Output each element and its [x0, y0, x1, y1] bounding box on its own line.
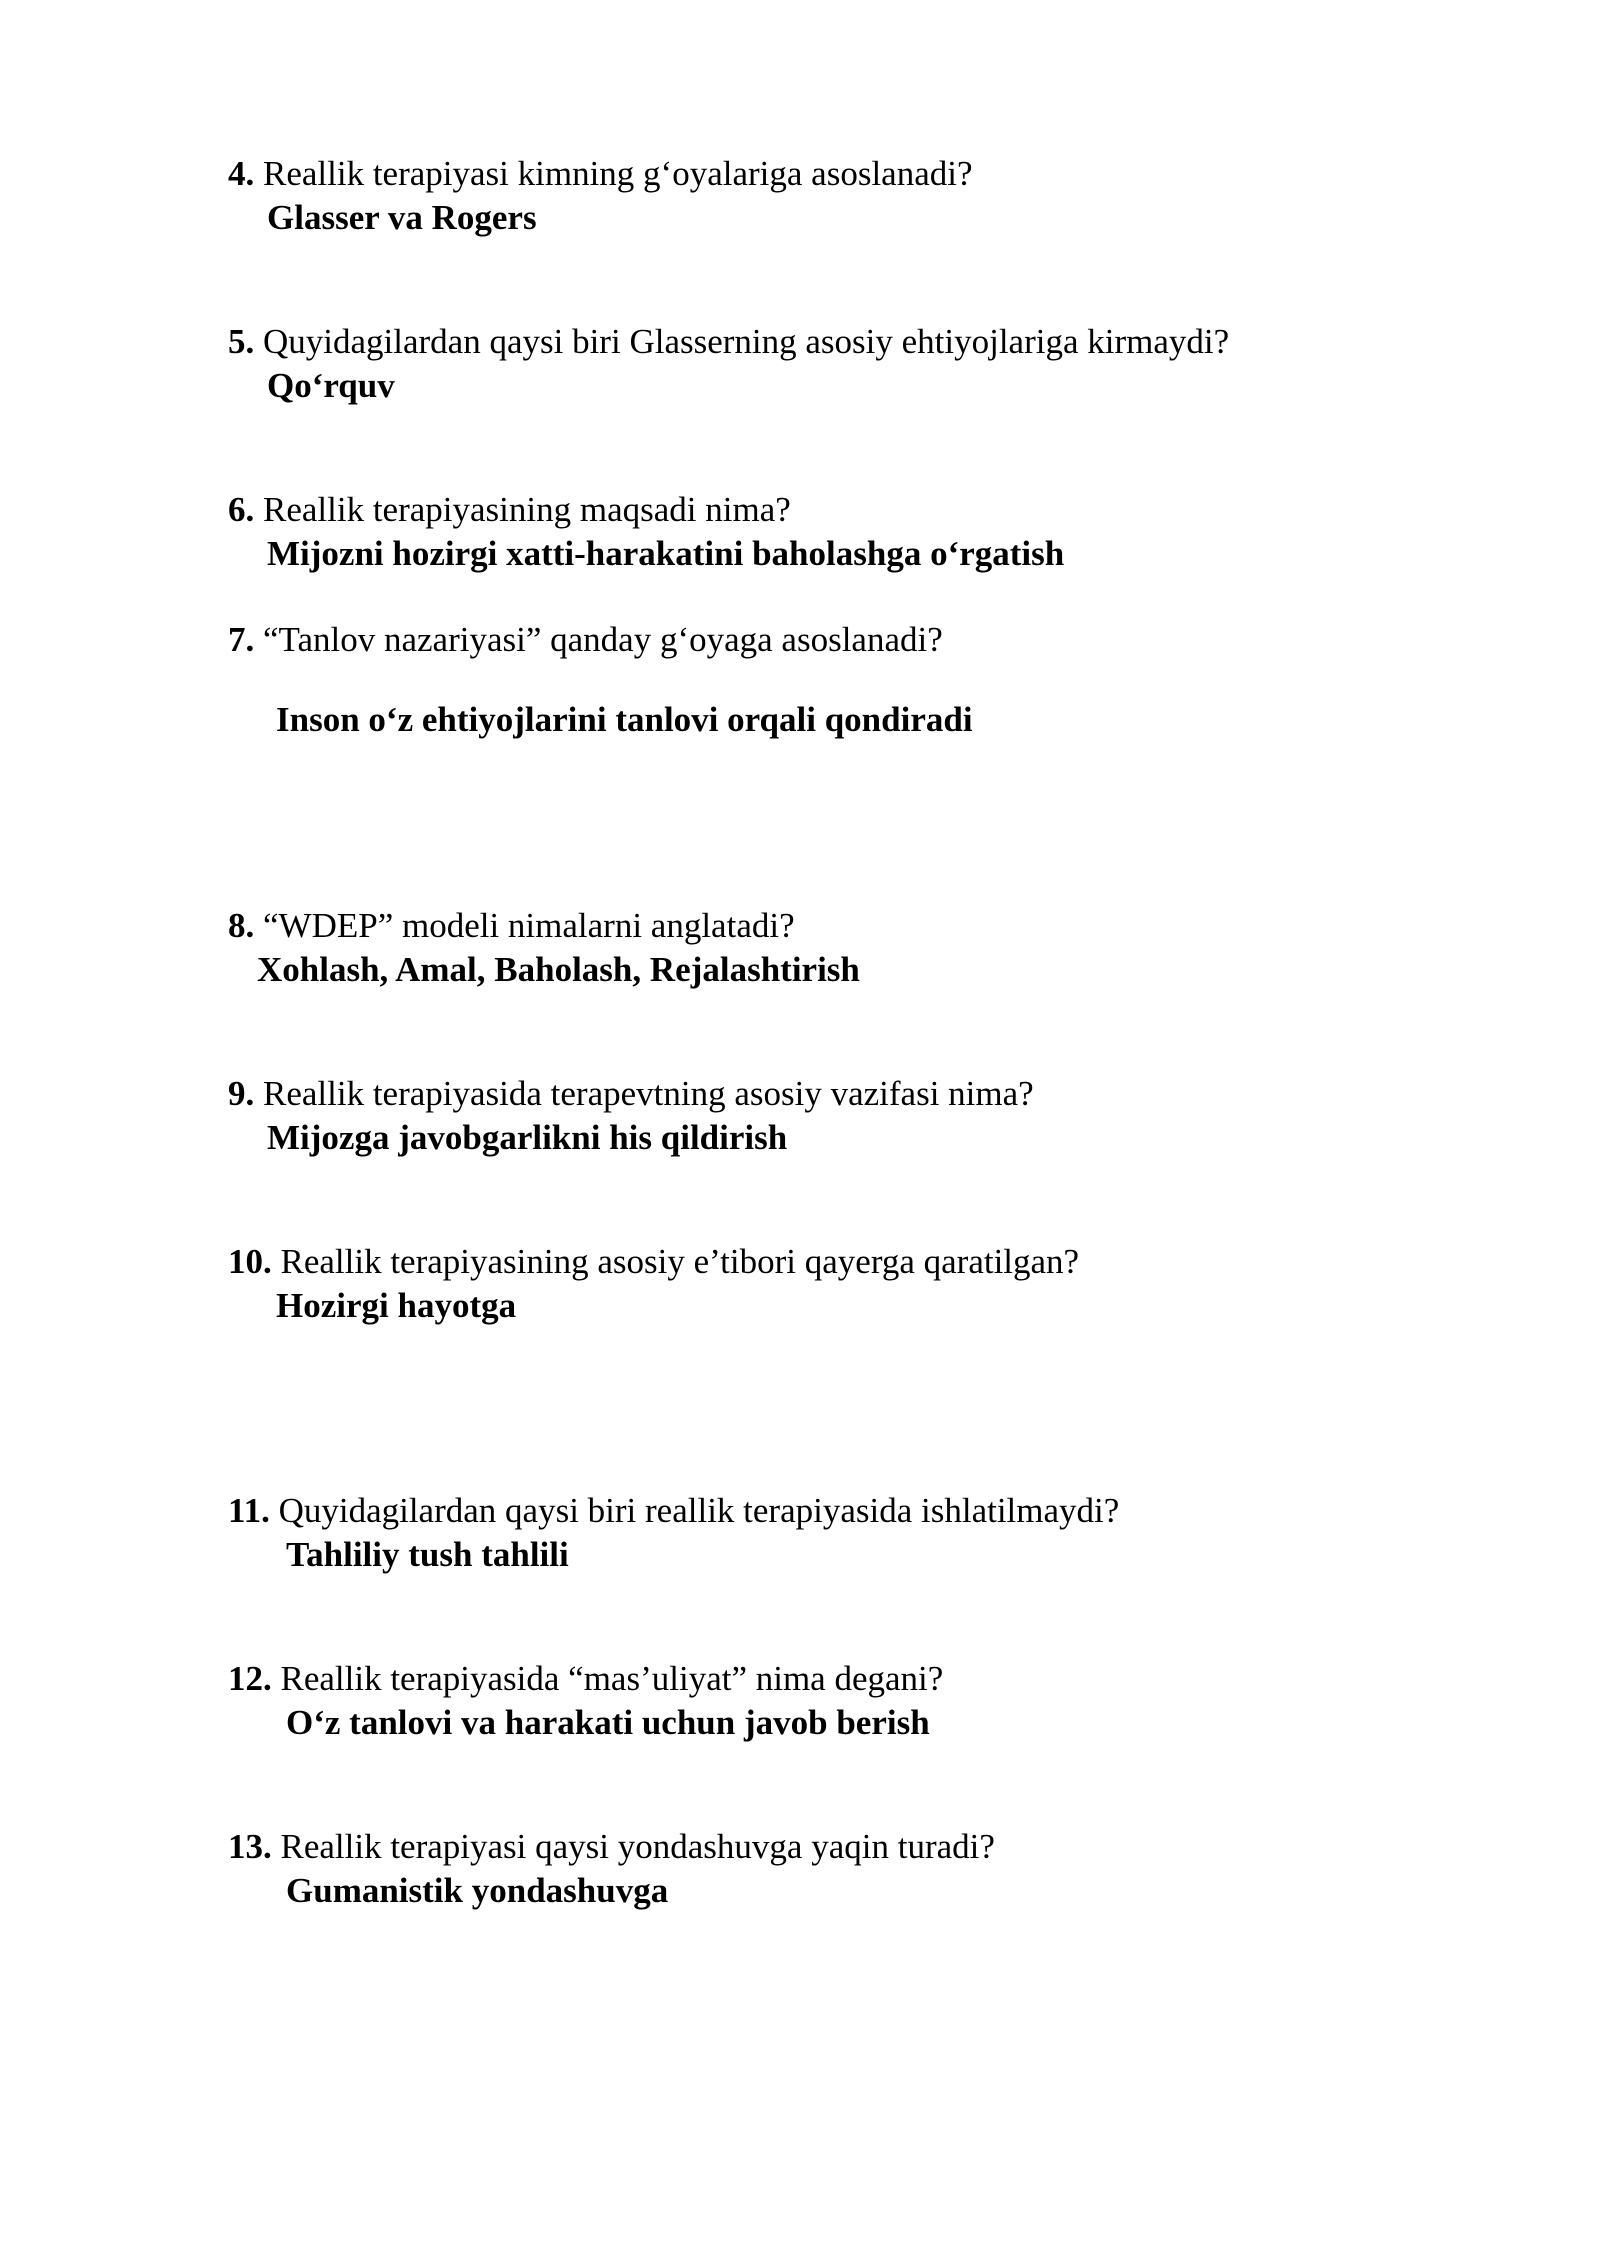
- question-line: [228, 1489, 1478, 1533]
- question-line: [228, 152, 1478, 196]
- question-text: Reallik terapiyasida terapevtning asosiy vazifasi nima?: [254, 1074, 1034, 1113]
- answer-text: O‘z tanlovi va harakati uchun javob berish: [286, 1703, 930, 1742]
- answer-text: Gumanistik yondashuvga: [286, 1871, 669, 1910]
- question-line: [228, 618, 1478, 662]
- question-number: 4.: [228, 154, 255, 193]
- question-number: 13.: [228, 1827, 272, 1866]
- question-item: [228, 1825, 1478, 1913]
- question-line: [228, 904, 1478, 948]
- question-text: Quyidagilardan qaysi biri Glasserning asosiy ehtiyojlariga kirmaydi?: [254, 322, 1230, 361]
- answer-text: Inson o‘z ehtiyojlarini tanlovi orqali qondiradi: [276, 700, 973, 739]
- question-number: 12.: [228, 1659, 272, 1698]
- question-text: Reallik terapiyasi qaysi yondashuvga yaqin turadi?: [271, 1827, 995, 1866]
- question-text: Reallik terapiyasining maqsadi nima?: [254, 490, 791, 529]
- question-item: [228, 1489, 1478, 1577]
- question-item: [228, 904, 1478, 992]
- question-line: [228, 488, 1478, 532]
- question-number: 6.: [228, 490, 255, 529]
- question-item: [228, 1657, 1478, 1745]
- answer-text: Glasser va Rogers: [267, 198, 537, 237]
- question-number: 10.: [228, 1242, 272, 1281]
- question-text: Reallik terapiyasining asosiy e’tibori qayerga qaratilgan?: [271, 1242, 1080, 1281]
- question-text: Reallik terapiyasi kimning g‘oyalariga asoslanadi?: [254, 154, 973, 193]
- question-item: [228, 152, 1478, 240]
- question-text: Reallik terapiyasida “mas’uliyat” nima degani?: [271, 1659, 944, 1698]
- question-item: [228, 488, 1478, 576]
- question-line: [228, 1825, 1478, 1869]
- answer-text: Mijozga javobgarlikni his qildirish: [267, 1118, 788, 1157]
- question-number: 11.: [228, 1491, 270, 1530]
- answer-text: Hozirgi hayotga: [276, 1286, 517, 1325]
- question-line: [228, 320, 1478, 364]
- question-line: [228, 1657, 1478, 1701]
- answer-text: Xohlash, Amal, Baholash, Rejalashtirish: [257, 950, 860, 989]
- question-number: 8.: [228, 906, 255, 945]
- question-number: 5.: [228, 322, 255, 361]
- question-item: [228, 618, 1478, 742]
- question-number: 7.: [228, 620, 255, 659]
- answer-text: Mijozni hozirgi xatti-harakatini baholashga o‘rgatish: [267, 534, 1065, 573]
- answer-text: Qo‘rquv: [267, 366, 395, 405]
- question-line: [228, 1240, 1478, 1284]
- question-item: [228, 320, 1478, 408]
- question-item: [228, 1240, 1478, 1328]
- question-line: [228, 1072, 1478, 1116]
- question-text: “WDEP” modeli nimalarni anglatadi?: [254, 906, 795, 945]
- question-text: Quyidagilardan qaysi biri reallik terapiyasida ishlatilmaydi?: [269, 1491, 1120, 1530]
- question-item: [228, 1072, 1478, 1160]
- answer-text: Tahliliy tush tahlili: [286, 1535, 569, 1574]
- question-text: “Tanlov nazariyasi” qanday g‘oyaga asoslanadi?: [254, 620, 943, 659]
- question-number: 9.: [228, 1074, 255, 1113]
